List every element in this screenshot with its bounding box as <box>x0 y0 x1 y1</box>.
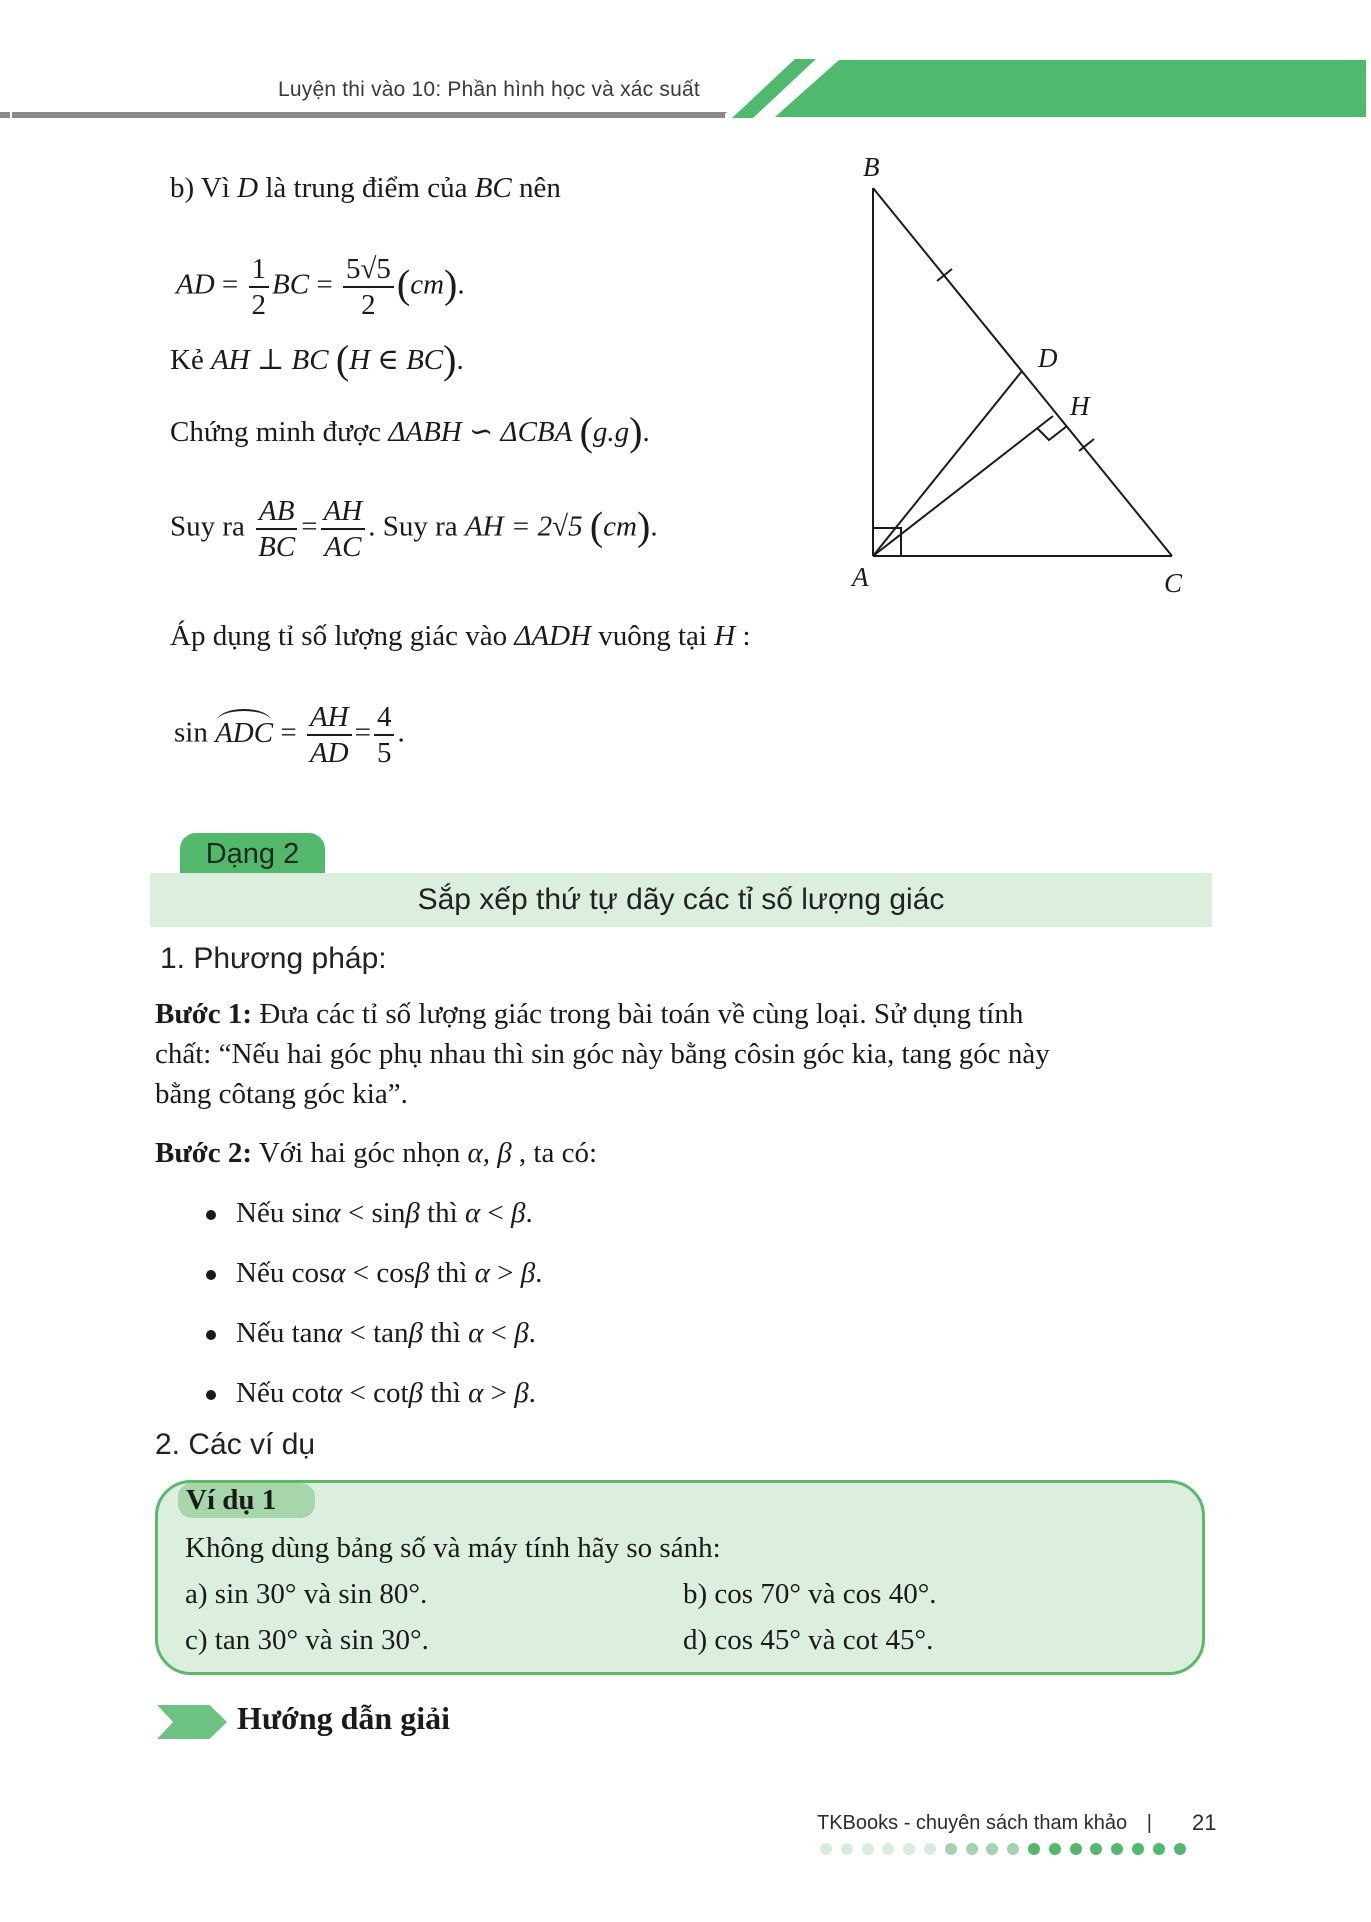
sin-adc-equation <box>174 700 405 770</box>
math-op: = <box>301 510 318 543</box>
footer-dot <box>1153 1843 1165 1855</box>
math-fn: sin <box>291 1197 326 1229</box>
math-var: H <box>714 620 736 652</box>
paren: ( <box>335 337 350 382</box>
numerator: 5√5 <box>343 252 394 288</box>
footer-dot <box>1174 1843 1186 1855</box>
numerator: AH <box>307 700 352 736</box>
footer-dot <box>1028 1843 1040 1855</box>
text: vuông tại <box>591 620 715 652</box>
example-item-b <box>683 1576 937 1612</box>
step-1-line-1 <box>155 996 1050 1032</box>
item-text: sin 30° và sin 80°. <box>214 1578 428 1610</box>
text: . Suy ra <box>368 510 465 543</box>
step-label: Bước 1: <box>155 998 253 1030</box>
example-prompt: Không dùng bảng số và máy tính hãy so sánh: <box>185 1532 721 1564</box>
math-expr: AH ⊥ BC <box>211 344 329 376</box>
math-fn: cos <box>291 1257 331 1289</box>
math-op: < <box>352 1257 370 1289</box>
math-op: = <box>316 268 333 301</box>
math-expr: g.g <box>592 416 630 448</box>
text: là trung điểm của <box>258 172 475 204</box>
footer-dot <box>882 1843 894 1855</box>
right-angle-h <box>1037 426 1067 440</box>
footer-dot <box>924 1843 936 1855</box>
header-gray-tip <box>700 112 727 118</box>
section-title: Sắp xếp thứ tự dãy các tỉ số lượng giác <box>417 883 945 916</box>
math-op: < <box>349 1317 366 1349</box>
text: thì <box>423 1377 469 1409</box>
text: : <box>735 620 751 652</box>
paren: ( <box>579 409 593 454</box>
step-2 <box>155 1135 597 1171</box>
text: Với hai góc nhọn <box>252 1137 468 1169</box>
header-green-block <box>775 60 1366 117</box>
denominator: 2 <box>251 289 267 321</box>
math-op: < <box>490 1317 507 1349</box>
item-tag: d) <box>683 1624 708 1656</box>
bullet-icon <box>206 1270 216 1280</box>
footer-dot <box>945 1843 957 1855</box>
examples-heading: 2. Các ví dụ <box>155 1428 316 1461</box>
paren: ( <box>396 261 411 307</box>
example-item-c <box>185 1622 429 1658</box>
label-h: H <box>1070 391 1090 421</box>
text: Chứng minh được <box>170 416 389 448</box>
math-fn: tan <box>373 1317 409 1349</box>
text: thì <box>419 1197 465 1229</box>
text: b) Vì <box>170 172 238 204</box>
math-vars: α, β <box>467 1137 512 1169</box>
text: . <box>650 510 658 543</box>
math-op: = <box>354 716 371 749</box>
label-b: B <box>863 152 880 182</box>
math-fn: cos <box>376 1257 416 1289</box>
label-c: C <box>1164 568 1183 598</box>
denominator: AC <box>324 531 362 563</box>
denominator: BC <box>258 531 296 563</box>
footer-dot <box>1111 1843 1123 1855</box>
footer-dot <box>966 1843 978 1855</box>
footer-dot <box>1132 1843 1144 1855</box>
similarity-proof <box>170 409 650 454</box>
text: . <box>456 344 464 376</box>
numerator: AH <box>321 494 366 530</box>
math-fn: cot <box>373 1377 409 1409</box>
denominator: 5 <box>376 737 392 769</box>
item-text: cos 45° và cot 45°. <box>714 1624 934 1656</box>
triangle-figure <box>840 140 1220 610</box>
example-item-d <box>683 1622 933 1658</box>
math-var: AD <box>176 268 215 301</box>
fraction-ah-ac <box>321 494 366 564</box>
footer-dot <box>841 1843 853 1855</box>
section-type-tab: Dạng 2 <box>180 833 325 875</box>
paren: ) <box>629 409 643 454</box>
text: Nếu <box>236 1197 292 1229</box>
text: Kẻ <box>170 344 212 376</box>
item-tag: c) <box>185 1624 208 1656</box>
paren: ) <box>637 503 651 549</box>
apply-trig <box>170 618 751 654</box>
angle-arc: ADC <box>215 716 274 749</box>
method-heading: 1. Phương pháp: <box>160 942 387 975</box>
footer-dot <box>986 1843 998 1855</box>
equation-ad <box>176 252 465 322</box>
label-a: A <box>852 562 869 592</box>
item-tag: b) <box>683 1578 708 1610</box>
text: thì <box>423 1317 469 1349</box>
item-tag: a) <box>185 1578 208 1610</box>
header-green-banner <box>0 0 1371 130</box>
denominator: AD <box>309 737 349 769</box>
math-fn: tan <box>291 1317 328 1349</box>
rule-item: Nếu cotα < cotβ thì α > β. <box>206 1375 542 1435</box>
item-text: tan 30° và sin 30°. <box>214 1624 429 1656</box>
text: Nếu <box>236 1317 292 1349</box>
text: . <box>457 268 465 301</box>
fraction-ab-bc <box>255 494 298 564</box>
step-label: Bước 2: <box>155 1137 253 1169</box>
bullet-icon <box>206 1330 216 1340</box>
footer-dot <box>1090 1843 1102 1855</box>
fraction-ah-ad <box>307 700 352 770</box>
text: Nếu <box>236 1377 292 1409</box>
math-expr: H ∈ BC <box>349 344 444 376</box>
example-label: Ví dụ 1 <box>178 1483 315 1518</box>
example-item-a <box>185 1576 427 1612</box>
numerator: 1 <box>249 252 270 288</box>
math-expr: AH = 2√5 <box>464 510 583 543</box>
math-op: = <box>280 716 297 749</box>
text: , ta có: <box>511 1137 597 1169</box>
footer-dot <box>903 1843 915 1855</box>
paren: ) <box>443 337 457 382</box>
text: Nếu <box>236 1257 292 1289</box>
bullet-icon <box>206 1390 216 1400</box>
text: thì <box>429 1257 475 1289</box>
unit: cm <box>410 268 445 301</box>
math-op: > <box>490 1377 507 1409</box>
page-number: 21 <box>1192 1810 1217 1835</box>
math-fn: sin <box>371 1197 406 1229</box>
text: . <box>642 416 650 448</box>
text: Suy ra <box>170 510 253 543</box>
ratio-derivation <box>170 494 658 564</box>
construct-ah <box>170 337 464 382</box>
rule-item: Nếu sinα < sinβ thì α < β. <box>206 1195 542 1255</box>
footer-dot <box>1007 1843 1019 1855</box>
footer-dot <box>1070 1843 1082 1855</box>
math-op: < <box>349 1377 366 1409</box>
text: Đưa các tỉ số lượng giác trong bài toán về cùng loại. Sử dụng tính <box>252 998 1024 1030</box>
part-b-intro <box>170 170 561 206</box>
fraction-half <box>249 252 270 322</box>
footer-dot <box>1049 1843 1061 1855</box>
separator: | <box>1146 1812 1152 1834</box>
brand-text: TKBooks - chuyên sách tham khảo <box>817 1812 1128 1834</box>
bullet-icon <box>206 1210 216 1220</box>
math-expr: ΔADH <box>514 620 591 652</box>
denominator: 2 <box>361 289 376 321</box>
text: . <box>397 716 405 749</box>
text: Áp dụng tỉ số lượng giác vào <box>170 620 515 652</box>
math-op: > <box>497 1257 514 1289</box>
numerator: AB <box>256 494 297 530</box>
label-d: D <box>1038 343 1058 373</box>
fraction-value <box>343 252 394 322</box>
math-expr: ΔABH ∽ ΔCBA <box>388 416 573 448</box>
step-1-line-3: bằng côtang góc kia”. <box>155 1078 408 1110</box>
unit: cm <box>603 510 637 543</box>
footer-dot <box>820 1843 832 1855</box>
footer-brand <box>817 1812 1152 1835</box>
paren: ) <box>444 261 458 307</box>
section-title-band <box>150 873 1212 927</box>
solution-guide-heading: Hướng dẫn giải <box>237 1700 450 1736</box>
rule-item: Nếu cosα < cosβ thì α > β. <box>206 1255 542 1315</box>
math-op: < <box>487 1197 504 1229</box>
numerator: 4 <box>374 700 395 736</box>
step-1-line-2: chất: “Nếu hai góc phụ nhau thì sin góc này bằng côsin góc kia, tang góc này <box>155 1038 1050 1070</box>
math-fn: sin <box>174 716 208 749</box>
footer-dots <box>820 1843 1186 1855</box>
math-op: = <box>221 268 239 301</box>
step-1 <box>155 996 1050 1112</box>
rule-list <box>206 1195 542 1435</box>
rule-item: Nếu tanα < tanβ thì α < β. <box>206 1315 542 1375</box>
math-var: BC <box>474 172 512 204</box>
math-fn: cot <box>291 1377 328 1409</box>
footer-dot <box>862 1843 874 1855</box>
math-var: BC <box>272 268 310 301</box>
chevron-arrow-icon <box>157 1705 227 1739</box>
paren: ( <box>589 503 604 549</box>
math-var: D <box>237 172 259 204</box>
fraction-4-5 <box>374 700 395 770</box>
math-op: < <box>347 1197 365 1229</box>
item-text: cos 70° và cos 40°. <box>714 1578 937 1610</box>
running-header-title: Luyện thi vào 10: Phần hình học và xác suất <box>278 78 700 101</box>
text: nên <box>511 172 561 204</box>
